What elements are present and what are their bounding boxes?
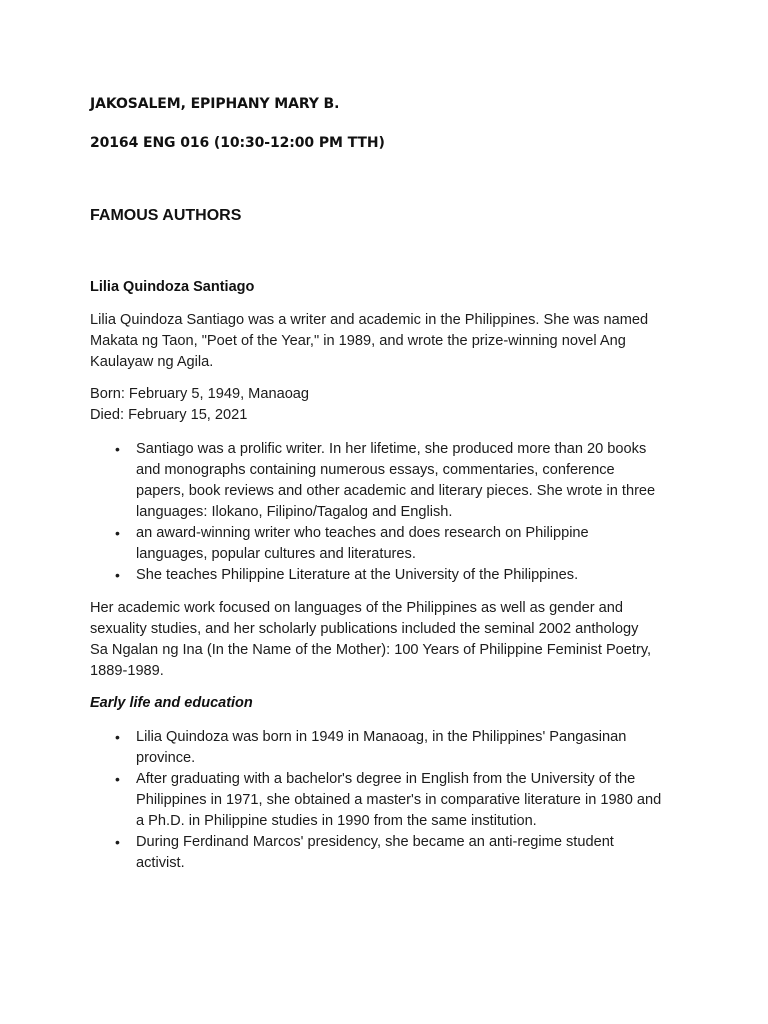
intro-line: Kaulayaw ng Agila. xyxy=(90,354,214,370)
bullet-list-2 xyxy=(90,727,690,874)
list-item xyxy=(90,565,690,586)
list-item-line: languages, popular cultures and literatures. xyxy=(136,546,416,562)
list-item-line: papers, book reviews and other academic and literary pieces. She wrote in three xyxy=(136,483,656,499)
section-title: FAMOUS AUTHORS xyxy=(90,207,242,224)
died-line: Died: February 15, 2021 xyxy=(90,407,248,423)
list-item-line: She teaches Philippine Literature at the University of the Philippines. xyxy=(136,567,579,583)
early-life-heading: Early life and education xyxy=(90,695,253,711)
list-item-line: Philippines in 1971, she obtained a master's in comparative literature in 1980 and xyxy=(136,792,662,808)
work-paragraph xyxy=(90,598,690,682)
list-item xyxy=(90,832,690,874)
list-item-line: a Ph.D. in Philippine studies in 1990 from the same institution. xyxy=(136,813,537,829)
list-item-line: activist. xyxy=(136,855,185,871)
author-heading: Lilia Quindoza Santiago xyxy=(90,279,255,295)
bullet-icon: • xyxy=(115,771,120,787)
list-item-line: an award-winning writer who teaches and does research on Philippine xyxy=(136,525,589,541)
born-line: Born: February 5, 1949, Manaoag xyxy=(90,386,310,402)
life-dates xyxy=(90,384,690,426)
list-item-line: and monographs containing numerous essays, commentaries, conference xyxy=(136,462,615,478)
list-item xyxy=(90,727,690,769)
work-line: 1889-1989. xyxy=(90,663,164,679)
bullet-icon: • xyxy=(115,729,120,745)
student-name: JAKOSALEM, EPIPHANY MARY B. xyxy=(90,96,340,112)
intro-line: Makata ng Taon, "Poet of the Year," in 1989, and wrote the prize-winning novel Ang xyxy=(90,333,626,349)
intro-paragraph xyxy=(90,310,690,373)
course-line: 20164 ENG 016 (10:30-12:00 PM TTH) xyxy=(90,135,385,151)
list-item-line: languages: Ilokano, Filipino/Tagalog and English. xyxy=(136,504,453,520)
work-line: Her academic work focused on languages of the Philippines as well as gender and xyxy=(90,600,623,616)
list-item-line: province. xyxy=(136,750,196,766)
bullet-icon: • xyxy=(115,834,120,850)
work-line: sexuality studies, and her scholarly publications included the seminal 2002 anthology xyxy=(90,621,639,637)
list-item xyxy=(90,439,690,523)
list-item-line: During Ferdinand Marcos' presidency, she became an anti-regime student xyxy=(136,834,614,850)
intro-line: Lilia Quindoza Santiago was a writer and academic in the Philippines. She was named xyxy=(90,312,649,328)
list-item-line: After graduating with a bachelor's degree in English from the University of the xyxy=(136,771,636,787)
bullet-list-1 xyxy=(90,439,690,586)
list-item xyxy=(90,523,690,565)
bullet-icon: • xyxy=(115,525,120,541)
list-item-line: Lilia Quindoza was born in 1949 in Manaoag, in the Philippines' Pangasinan xyxy=(136,729,627,745)
bullet-icon: • xyxy=(115,441,120,457)
bullet-icon: • xyxy=(115,567,120,583)
list-item xyxy=(90,769,690,832)
list-item-line: Santiago was a prolific writer. In her lifetime, she produced more than 20 books xyxy=(136,441,647,457)
work-line: Sa Ngalan ng Ina (In the Name of the Mother): 100 Years of Philippine Feminist Poetry, xyxy=(90,642,652,658)
